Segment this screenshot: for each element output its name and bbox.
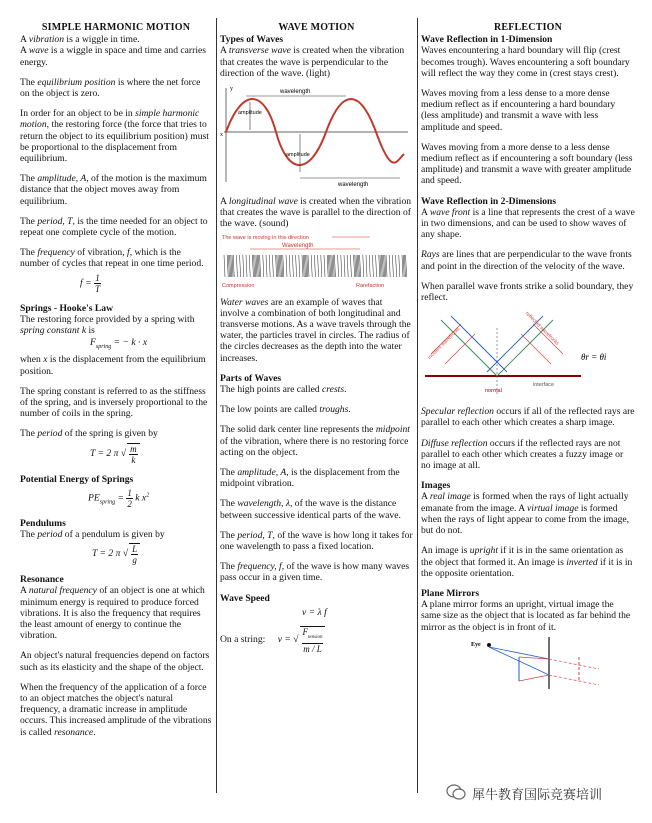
wavelength-label-2: wavelength <box>338 182 369 189</box>
slinky-coil <box>318 255 319 277</box>
slinky-coil <box>380 255 381 277</box>
slinky-coil <box>354 255 355 277</box>
slinky-coil <box>386 255 387 277</box>
slinky-coil <box>406 255 407 277</box>
direction-caption: The wave is moving in this direction <box>222 234 309 241</box>
slinky-coil <box>252 255 253 277</box>
wavelength-def: The wavelength, λ, of the wave is the distance between successive identical parts of the wave. <box>220 498 401 521</box>
column-title: WAVE MOTION <box>278 22 355 33</box>
slinky-coil <box>282 255 283 277</box>
column-title: REFLECTION <box>493 22 563 33</box>
slinky-coil <box>249 255 250 277</box>
amplitude-def: The amplitude, A, of the motion is the maximum distance that the object moves away from equilibrium. <box>20 173 207 207</box>
slinky-coil <box>324 255 325 277</box>
slinky-coil <box>227 255 228 277</box>
slinky-coil <box>389 255 390 277</box>
spring-period-text: The period of the spring is given by <box>20 428 158 440</box>
angle-equation: θr = θi <box>581 352 607 363</box>
wave-motion-column <box>220 22 413 654</box>
slinky-coil <box>224 255 225 277</box>
spring-period-equation: T = 2 π √ $\frac{m}{k}$ <box>90 443 212 465</box>
slinky-coil <box>327 255 328 277</box>
slinky-coil <box>307 255 308 277</box>
x-label: x <box>220 132 223 139</box>
wave-def: A wave is a wiggle in space and time and carries energy. <box>20 45 206 68</box>
slinky-coil <box>314 255 315 277</box>
parts-heading: Parts of Waves <box>220 372 282 384</box>
specular-def: Specular reflection occurs if all of the reflected rays are parallel to each other which creates a sharp image. <box>421 406 635 429</box>
wavefront-reflection-diagram <box>421 308 633 400</box>
slinky-coil <box>369 255 370 277</box>
resonance-heading: Resonance <box>20 574 64 586</box>
string-label: On a string: <box>220 634 266 646</box>
slinky-coil <box>306 255 307 277</box>
real-virtual-def: A real image is formed when the rays of light actually emanate from the image. A virtual image is formed when the rays of light appear to come from the image, but do not. <box>421 491 630 537</box>
slinky-coil <box>366 255 367 277</box>
slinky-coil <box>279 255 280 277</box>
slinky-coil <box>246 255 247 277</box>
slinky-coil <box>308 255 309 277</box>
slinky-coil <box>292 255 293 277</box>
transverse-wave-diagram <box>220 82 410 190</box>
slinky-coil <box>263 255 264 277</box>
slinky-coil <box>283 255 284 277</box>
slinky-coil <box>341 255 342 277</box>
troughs-def: The low points are called troughs. <box>220 404 351 416</box>
slinky-coil <box>363 255 364 277</box>
slinky-coil <box>360 255 361 277</box>
slinky-coil <box>286 255 287 277</box>
reflection-1d-boundary: Waves encountering a hard boundary will flip (crest becomes trough). Waves encountering a soft boundary will reflect the way they come in (crest stays crest). <box>421 45 630 79</box>
wave-speed-equation: v = λ f <box>302 606 327 618</box>
slinky-coil <box>332 255 333 277</box>
longitudinal-wavelength-label: Wavelength <box>282 242 314 249</box>
plane-mirror-diagram <box>469 637 639 689</box>
midpoint-def: The solid dark center line represents the midpoint of the vibration, where there is no restoring force acting on the object. <box>220 424 410 458</box>
parallel-fronts-text: When parallel wave fronts strike a solid boundary, they reflect. <box>421 280 634 304</box>
slinky-coil <box>280 255 281 277</box>
images-heading: Images <box>421 480 451 492</box>
slinky-coil <box>333 255 334 277</box>
slinky-coil <box>302 255 303 277</box>
column-divider <box>417 18 418 793</box>
slinky-coil <box>357 255 358 277</box>
slinky-coil <box>385 255 386 277</box>
natural-frequency-factors: An object's natural frequencies depend on factors such as its elasticity and the shape of the object. <box>20 650 210 673</box>
slinky-coil <box>303 255 304 277</box>
natural-frequency-def: A natural frequency of an object is one at which minimum energy is required to produce forced vibrations. It is also the frequency that requires the least amount of energy to continue the vibration. <box>20 585 205 642</box>
slinky-coil <box>276 255 277 277</box>
slinky-coil <box>338 255 339 277</box>
y-label: y <box>230 86 233 93</box>
wave-amplitude-def: The amplitude, A, is the displacement from the midpoint vibration. <box>220 467 400 490</box>
slinky-coil <box>304 255 305 277</box>
shm-def: In order for an object to be in simple harmonic motion, the restoring force (the force that tries to return the object to its equilibrium position) must be proportional to the displacement from equilibrium. <box>20 108 209 165</box>
slinky-coil <box>260 255 261 277</box>
reflection-2d-heading: Wave Reflection in 2-Dimensions <box>421 195 557 207</box>
eye-label: Eye <box>471 641 481 648</box>
wave-front-def: A wave front is a line that represents the crest of a wave in two dimensions, and can be used to show waves of any shape. <box>421 206 635 241</box>
slinky-coil <box>376 255 377 277</box>
slinky-coil <box>278 255 279 277</box>
compression-label: Compression <box>222 282 255 289</box>
wechat-icon <box>446 782 466 802</box>
reflection-1d-heading: Wave Reflection in 1-Dimension <box>421 34 553 46</box>
slinky-coil <box>358 255 359 277</box>
string-speed-equation: v = √ $\frac{F_{tension}}{m / L}$ <box>278 634 326 645</box>
slinky-coil <box>230 255 231 277</box>
slinky-coil <box>299 255 300 277</box>
reflection-column <box>421 22 635 695</box>
slinky-coil <box>266 255 267 277</box>
column-title: SIMPLE HARMONIC MOTION <box>41 22 191 33</box>
longitudinal-def: A longitudinal wave is created when the vibration that creates the wave is parallel to the direction of the wave. (sound) <box>220 196 412 230</box>
longitudinal-wave-diagram <box>220 233 410 291</box>
amplitude-label: amplitude <box>238 110 262 117</box>
slinky-coil <box>243 255 244 277</box>
reflected-label: reflected wavefronts <box>523 310 560 347</box>
slinky-coil <box>347 255 348 277</box>
transverse-def: A transverse wave is created when the vibration that creates the wave is perpendicular to the direction of the wave. (light) <box>220 45 405 79</box>
slinky-coil <box>232 255 233 277</box>
slinky-coil <box>382 255 383 277</box>
frequency-def: The frequency of vibration, f, which is the number of cycles that repeat in one time period. <box>20 247 204 270</box>
vibration-def: A vibration is a wiggle in time. <box>20 34 140 46</box>
slinky-coil <box>356 255 357 277</box>
slinky-coil <box>228 255 229 277</box>
slinky-coil <box>392 255 393 277</box>
slinky-coil <box>396 255 397 277</box>
slinky-coil <box>402 255 403 277</box>
plane-mirror-text: A plane mirror forms an upright, virtual image the same size as the object that is located as far behind the mirror as the object is in front of it. <box>421 599 631 633</box>
slinky-coil <box>231 255 232 277</box>
amplitude-label-2: amplitude <box>286 152 310 159</box>
slinky-coil <box>384 255 385 277</box>
wave-speed-heading: Wave Speed <box>220 592 270 604</box>
period-def: The period, T, is the time needed for an object to repeat one complete cycle of the motion. <box>20 215 208 239</box>
slinky-coil <box>399 255 400 277</box>
slinky-coil <box>381 255 382 277</box>
pe-heading: Potential Energy of Springs <box>20 473 134 485</box>
types-heading: Types of Waves <box>220 34 284 46</box>
hooke-equation: $F_{spring}$ = − k · x <box>90 337 148 351</box>
slinky-coil <box>254 255 255 277</box>
slinky-coil <box>350 255 351 277</box>
slinky-coil <box>296 255 297 277</box>
slinky-coil <box>379 255 380 277</box>
diffuse-def: Diffuse reflection occurs if the reflected rays are not parallel to each other which creates a fuzzy image or no image at all. <box>421 437 624 472</box>
interface-label: interface <box>533 382 555 389</box>
slinky-coil <box>403 255 404 277</box>
slinky-coil <box>240 255 241 277</box>
wave-period-def: The period, T, of the wave is how long it takes for one wavelength to pass a fixed location. <box>220 529 413 553</box>
pendulum-text: The period of a pendulum is given by <box>20 529 165 540</box>
reflection-1d-more-to-less: Waves moving from a more dense to a less dense medium reflect as if encountering a soft boundary (less amplitude) and transmit a wave with greater amplitude and speed. <box>421 141 633 187</box>
springs-heading: Springs - Hooke's Law <box>20 302 114 314</box>
wavelength-label: wavelength <box>280 89 311 96</box>
slinky-coil <box>330 255 331 277</box>
slinky-coil <box>344 255 345 277</box>
reflection-1d-less-to-more: Waves moving from a less dense to a more dense medium reflect as if encountering a hard boundary (less amplitude) and transmit a wave with less amplitude and speed. <box>421 88 616 133</box>
wave-frequency-def: The frequency, f, of the wave is how many waves pass occur in a given time. <box>220 561 410 584</box>
rarefaction-label: Rarefaction <box>356 282 385 289</box>
slinky-coil <box>233 255 234 277</box>
slinky-coil <box>269 255 270 277</box>
slinky-coil <box>355 255 356 277</box>
slinky-coil <box>321 255 322 277</box>
column-divider <box>216 18 217 793</box>
equilibrium-def: The equilibrium position is where the net force on the object is zero. <box>20 76 201 100</box>
slinky-coil <box>311 255 312 277</box>
slinky-coil <box>328 255 329 277</box>
slinky-coil <box>404 255 405 277</box>
watermark-text: 犀牛教育国际竞赛培训 <box>472 788 603 803</box>
slinky-coil <box>257 255 258 277</box>
pendulum-equation: T = 2 π √ $\frac{L}{g}$ <box>92 543 212 565</box>
slinky-coil <box>289 255 290 277</box>
plane-mirror-heading: Plane Mirrors <box>421 587 480 599</box>
slinky-coil <box>236 255 237 277</box>
normal-label: normal <box>485 388 502 395</box>
frequency-equation: f = $\frac{1}{T}$ <box>80 272 100 294</box>
resonance-def: When the frequency of the application of a force to an object matches the object's natural frequency, a dramatic increase in amplitude occurs. This increased amplitude of the vibrations is called resonance. <box>20 681 212 738</box>
upright-inverted-def: An image is upright if it is in the same orientation as the object that formed it. An image is inverted if it is in the opposite orientation. <box>421 545 633 579</box>
springs-text: The restoring force provided by a spring with spring constant k is <box>20 313 195 337</box>
slinky-coil <box>258 255 259 277</box>
slinky-coil <box>372 255 373 277</box>
slinky-coil <box>256 255 257 277</box>
slinky-coil <box>334 255 335 277</box>
pendulum-heading: Pendulums <box>20 517 66 529</box>
incident-label: incident wavefronts <box>426 326 462 361</box>
slinky-coil <box>272 255 273 277</box>
water-waves-text: Water waves are an example of waves that involve a combination of both longitudinal and transverse motions. As a wave travels through the water, the particles travel in circles. The radius of the circles decreases as the depth into the water increases. <box>220 296 411 364</box>
shm-column <box>20 22 212 747</box>
crests-def: The high points are called crests. <box>220 384 347 396</box>
string-speed-row <box>220 626 413 654</box>
slinky-coil <box>255 255 256 277</box>
displacement-note: when x is the displacement from the equilibrium position. <box>20 354 206 377</box>
slinky-coil <box>277 255 278 277</box>
pe-equation: $PE_{spring}$ = $\frac{1}{2}$ k $x^2$ <box>88 487 150 509</box>
rays-def: Rays are lines that are perpendicular to the wave fronts and point in the direction of the velocity of the wave. <box>421 249 632 272</box>
slinky-coil <box>331 255 332 277</box>
spring-constant-note: The spring constant is referred to as the stiffness of the spring, and is inversely proportional to the number of coils in the spring. <box>20 385 208 420</box>
